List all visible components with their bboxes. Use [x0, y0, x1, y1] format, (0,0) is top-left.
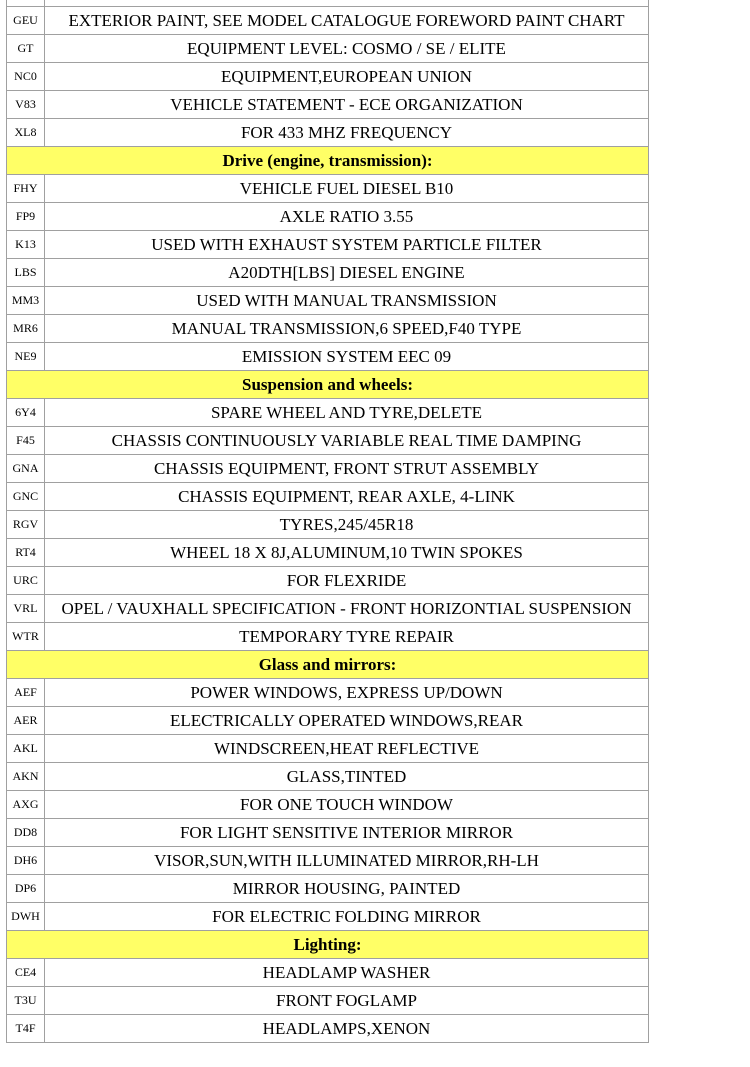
option-description: WHEEL 18 X 8J,ALUMINUM,10 TWIN SPOKES: [45, 539, 649, 567]
option-row: [7, 7, 649, 35]
option-code: GEU: [7, 7, 45, 35]
option-row: [7, 539, 649, 567]
option-description: FOR 433 MHZ FREQUENCY: [45, 119, 649, 147]
section-title: Drive (engine, transmission):: [7, 147, 649, 175]
option-row: [7, 91, 649, 119]
option-row: [7, 903, 649, 931]
option-row: [7, 595, 649, 623]
option-code: T4F: [7, 1015, 45, 1043]
option-row: [7, 511, 649, 539]
option-code: WTR: [7, 623, 45, 651]
option-description: GLASS,TINTED: [45, 763, 649, 791]
option-row: [7, 875, 649, 903]
option-description: MANUAL TRANSMISSION,6 SPEED,F40 TYPE: [45, 315, 649, 343]
option-code: LBS: [7, 259, 45, 287]
option-description: AXLE RATIO 3.55: [45, 203, 649, 231]
option-row: [7, 231, 649, 259]
option-code: XL8: [7, 119, 45, 147]
option-description: HEADLAMP WASHER: [45, 959, 649, 987]
option-code: DP6: [7, 875, 45, 903]
section-header-row: [7, 651, 649, 679]
option-description: SPARE WHEEL AND TYRE,DELETE: [45, 399, 649, 427]
option-row: [7, 819, 649, 847]
option-description: CHASSIS CONTINUOUSLY VARIABLE REAL TIME DAMPING: [45, 427, 649, 455]
option-code: DWH: [7, 903, 45, 931]
option-code: AEF: [7, 679, 45, 707]
option-row: [7, 315, 649, 343]
option-description: CHASSIS EQUIPMENT, FRONT STRUT ASSEMBLY: [45, 455, 649, 483]
option-code: K13: [7, 231, 45, 259]
option-description: HEADLAMPS,XENON: [45, 1015, 649, 1043]
section-title: Glass and mirrors:: [7, 651, 649, 679]
option-code: RT4: [7, 539, 45, 567]
option-code: FHY: [7, 175, 45, 203]
option-code: MR6: [7, 315, 45, 343]
option-code: AXG: [7, 791, 45, 819]
option-description: FOR ELECTRIC FOLDING MIRROR: [45, 903, 649, 931]
option-row: [7, 763, 649, 791]
section-title: Lighting:: [7, 931, 649, 959]
section-title: Suspension and wheels:: [7, 371, 649, 399]
option-row: [7, 427, 649, 455]
option-code: FP9: [7, 203, 45, 231]
option-row: [7, 259, 649, 287]
option-description: TYRES,245/45R18: [45, 511, 649, 539]
vehicle-options-table: [6, 0, 649, 1043]
option-code: GNA: [7, 455, 45, 483]
option-code: NE9: [7, 343, 45, 371]
option-row: [7, 287, 649, 315]
option-description: ELECTRICALLY OPERATED WINDOWS,REAR: [45, 707, 649, 735]
option-code: T3U: [7, 987, 45, 1015]
option-description: POWER WINDOWS, EXPRESS UP/DOWN: [45, 679, 649, 707]
option-code: AKN: [7, 763, 45, 791]
option-row: [7, 175, 649, 203]
option-row: [7, 791, 649, 819]
option-code: GT: [7, 35, 45, 63]
option-code: F45: [7, 427, 45, 455]
option-description: FOR FLEXRIDE: [45, 567, 649, 595]
option-code: MM3: [7, 287, 45, 315]
option-row: [7, 679, 649, 707]
option-description: VEHICLE FUEL DIESEL B10: [45, 175, 649, 203]
option-description: VISOR,SUN,WITH ILLUMINATED MIRROR,RH-LH: [45, 847, 649, 875]
option-description: TEMPORARY TYRE REPAIR: [45, 623, 649, 651]
option-row: [7, 567, 649, 595]
option-row: [7, 987, 649, 1015]
option-description: EQUIPMENT LEVEL: COSMO / SE / ELITE: [45, 35, 649, 63]
option-description: MIRROR HOUSING, PAINTED: [45, 875, 649, 903]
option-code: URC: [7, 567, 45, 595]
option-description: EQUIPMENT,EUROPEAN UNION: [45, 63, 649, 91]
options-table-body: [7, 0, 649, 1043]
option-code: DH6: [7, 847, 45, 875]
option-row: [7, 343, 649, 371]
option-description: USED WITH EXHAUST SYSTEM PARTICLE FILTER: [45, 231, 649, 259]
option-row: [7, 399, 649, 427]
option-description: A20DTH[LBS] DIESEL ENGINE: [45, 259, 649, 287]
option-code: 6Y4: [7, 399, 45, 427]
option-description: EMISSION SYSTEM EEC 09: [45, 343, 649, 371]
option-row: [7, 1015, 649, 1043]
option-description: OPEL / VAUXHALL SPECIFICATION - FRONT HORIZONTIAL SUSPENSION: [45, 595, 649, 623]
option-row: [7, 483, 649, 511]
option-row: [7, 707, 649, 735]
option-row: [7, 119, 649, 147]
section-header-row: [7, 371, 649, 399]
option-code: AER: [7, 707, 45, 735]
option-row: [7, 63, 649, 91]
option-description: EXTERIOR PAINT, SEE MODEL CATALOGUE FOREWORD PAINT CHART: [45, 7, 649, 35]
option-code: GNC: [7, 483, 45, 511]
option-row: [7, 203, 649, 231]
option-description: VEHICLE STATEMENT - ECE ORGANIZATION: [45, 91, 649, 119]
option-code: RGV: [7, 511, 45, 539]
option-row: [7, 735, 649, 763]
option-row: [7, 847, 649, 875]
option-code: AKL: [7, 735, 45, 763]
options-sheet: [6, 0, 649, 1043]
option-description: FOR LIGHT SENSITIVE INTERIOR MIRROR: [45, 819, 649, 847]
option-row: [7, 959, 649, 987]
option-row: [7, 35, 649, 63]
option-description: CHASSIS EQUIPMENT, REAR AXLE, 4-LINK: [45, 483, 649, 511]
option-row: [7, 455, 649, 483]
option-description: USED WITH MANUAL TRANSMISSION: [45, 287, 649, 315]
option-code: V83: [7, 91, 45, 119]
option-code: VRL: [7, 595, 45, 623]
option-row: [7, 623, 649, 651]
option-description: FOR ONE TOUCH WINDOW: [45, 791, 649, 819]
section-header-row: [7, 147, 649, 175]
option-description: WINDSCREEN,HEAT REFLECTIVE: [45, 735, 649, 763]
option-code: DD8: [7, 819, 45, 847]
option-code: NC0: [7, 63, 45, 91]
section-header-row: [7, 931, 649, 959]
option-description: FRONT FOGLAMP: [45, 987, 649, 1015]
option-code: CE4: [7, 959, 45, 987]
